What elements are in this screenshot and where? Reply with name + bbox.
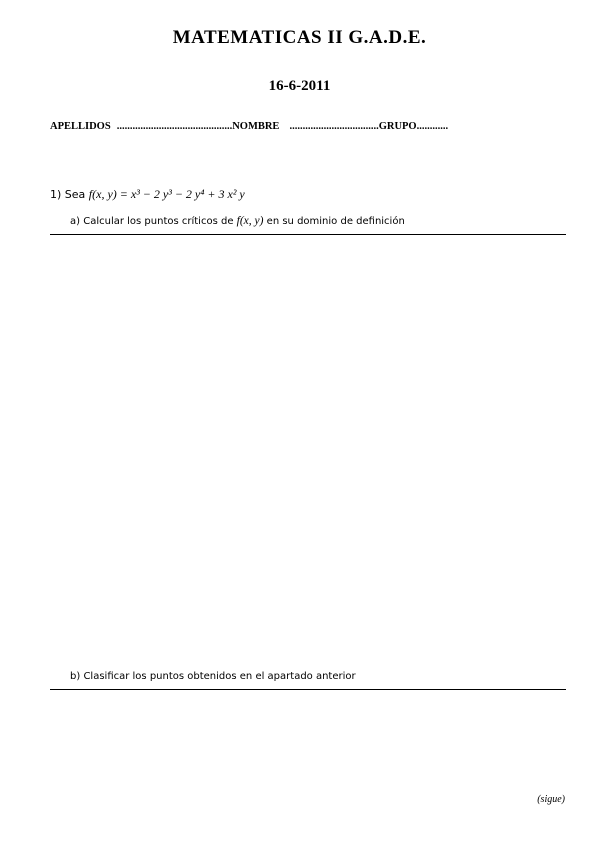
function-definition: f(x, y) = x³ − 2 y³ − 2 y⁴ + 3 x² y: [88, 187, 245, 201]
continue-note: (sigue): [537, 794, 565, 805]
question-intro: Sea: [64, 188, 86, 201]
part-b-text: Clasificar los puntos obtenidos en el apartado anterior: [83, 671, 356, 682]
answer-divider-b: [50, 689, 566, 690]
part-a-math: f(x, y): [236, 215, 264, 227]
apellidos-label: APELLIDOS: [50, 121, 111, 132]
grupo-label: GRUPO: [378, 121, 417, 132]
student-fields: [50, 121, 565, 132]
part-b-label: b): [70, 671, 81, 682]
apellidos-blank: ............................................: [116, 121, 233, 132]
part-a-label: a): [70, 216, 81, 227]
answer-divider-a: [50, 234, 566, 235]
exam-date: 16-6-2011: [268, 78, 331, 94]
grupo-blank: ............: [416, 121, 449, 132]
part-a-text-after: en su dominio de definición: [266, 216, 405, 227]
nombre-label: NOMBRE: [232, 121, 280, 132]
question-1: [50, 187, 245, 202]
question-1-part-a: [70, 215, 405, 227]
nombre-blank: ..................................: [289, 121, 379, 132]
question-number: 1): [50, 188, 62, 201]
part-a-text-before: Calcular los puntos críticos de: [83, 216, 234, 227]
question-1-part-b: [70, 671, 356, 682]
exam-title: MATEMATICAS II G.A.D.E.: [172, 27, 427, 48]
